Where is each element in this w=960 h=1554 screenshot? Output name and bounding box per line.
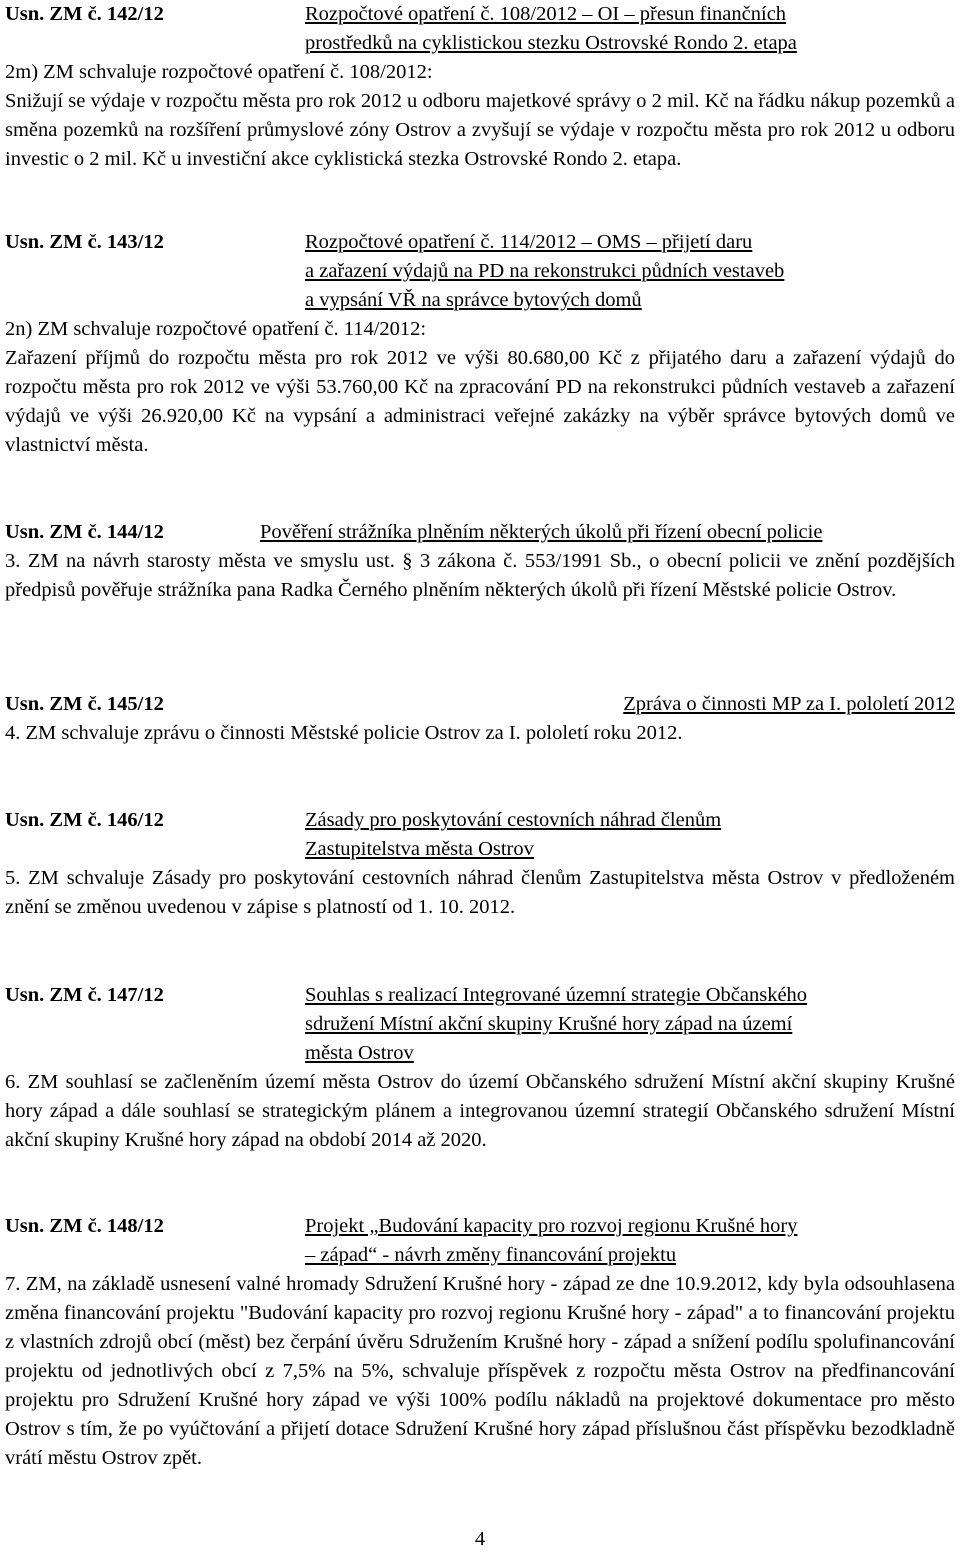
resolution-body-text: 7. ZM, na základě usnesení valné hromady Sdružení Krušné hory - západ ze dne 10.9.2012, kdy byla odsouhlasena změna financování projektu "Budování kapacity pro rozvoj regionu Krušné hory - západ" a to financování projektu z vlastních zdrojů obcí (měst) bez čerpání úvěru Sdružením Krušné hory - západ a snížení podílu spolufinancování projektu od jednotlivých obcí z 7,5% na 5%, schvaluje příspěvek z rozpočtu města Ostrov na předfinancování projektu pro Sdružení Krušné hory západ ve výši 100% podílu nákladů na projektové dokumentace pro město Ostrov s tím, že po vyúčtování a přijetí dotace Sdružení Krušné hory západ příslušnou část příspěvku bezodkladně vrátí městu Ostrov zpět. <box>5 1273 955 1469</box>
resolution-number: Usn. ZM č. 147/12 <box>5 984 164 1006</box>
resolution-number: Usn. ZM č. 144/12 <box>5 521 164 543</box>
resolution-header <box>5 981 955 1068</box>
resolution-146 <box>5 806 955 922</box>
resolution-143 <box>5 228 955 460</box>
resolution-number: Usn. ZM č. 146/12 <box>5 809 164 831</box>
resolution-header <box>5 1212 955 1270</box>
resolution-header <box>5 690 955 719</box>
subject-line: a vypsání VŘ na správce bytových domů <box>305 289 642 311</box>
resolution-header <box>5 806 955 864</box>
resolution-body-text: 3. ZM na návrh starosty města ve smyslu ust. § 3 zákona č. 553/1991 Sb., o obecní policii ve znění pozdějších předpisů pověřuje strážníka pana Radka Černého plněním některých úkolů při řízení Městské policie Ostrov. <box>5 550 955 601</box>
resolution-body-text: Snižují se výdaje v rozpočtu města pro rok 2012 u odboru majetkové správy o 2 mil. Kč na řádku nákup pozemků a směna pozemků na rozšíření průmyslové zóny Ostrov a zvyšují se výdaje v rozpočtu města pro rok 2012 u odboru investic o 2 mil. Kč u investiční akce cyklistická stezka Ostrovské Rondo 2. etapa. <box>5 90 955 170</box>
resolution-body-line: 2m) ZM schvaluje rozpočtové opatření č. 108/2012: <box>5 61 433 83</box>
resolution-body-text: 5. ZM schvaluje Zásady pro poskytování cestovních náhrad členům Zastupitelstva města Ostrov v předloženém znění se změnou uvedenou v zápise s platností od 1. 10. 2012. <box>5 867 955 918</box>
subject-line: Pověření strážníka plněním některých úkolů při řízení obecní policie <box>260 521 823 543</box>
resolution-subject <box>305 690 955 719</box>
resolution-subject <box>305 0 955 58</box>
resolution-number: Usn. ZM č. 148/12 <box>5 1215 164 1237</box>
subject-line: Zásady pro poskytování cestovních náhrad členům <box>305 809 722 831</box>
resolution-header <box>5 0 955 58</box>
resolution-subject <box>305 981 955 1068</box>
resolution-body-line: 2n) ZM schvaluje rozpočtové opatření č. 114/2012: <box>5 318 427 340</box>
resolution-subject <box>305 806 955 864</box>
subject-line: Rozpočtové opatření č. 114/2012 – OMS – přijetí daru <box>305 231 753 253</box>
resolution-144 <box>5 518 955 605</box>
resolution-number: Usn. ZM č. 142/12 <box>5 3 164 25</box>
subject-line: a zařazení výdajů na PD na rekonstrukci půdních vestaveb <box>305 260 785 282</box>
subject-line: sdružení Místní akční skupiny Krušné hory západ na území <box>305 1013 793 1035</box>
resolution-subject <box>260 518 955 547</box>
subject-line: prostředků na cyklistickou stezku Ostrovské Rondo 2. etapa <box>305 32 797 54</box>
resolution-subject <box>305 228 955 315</box>
subject-line: města Ostrov <box>305 1042 414 1064</box>
subject-line: Rozpočtové opatření č. 108/2012 – OI – přesun finančních <box>305 3 787 25</box>
resolution-145 <box>5 690 955 748</box>
resolution-body-text: Zařazení příjmů do rozpočtu města pro rok 2012 ve výši 80.680,00 Kč z přijatého daru a zařazení výdajů do rozpočtu města pro rok 2012 ve výši 53.760,00 Kč na zpracování PD na rekonstrukci půdních vestaveb a zařazení výdajů ve výši 26.920,00 Kč na vypsání a administraci veřejné zakázky na výběr správce bytových domů ve vlastnictví města. <box>5 347 955 456</box>
resolution-subject <box>305 1212 955 1270</box>
resolution-header <box>5 518 955 547</box>
subject-line: Souhlas s realizací Integrované územní strategie Občanského <box>305 984 808 1006</box>
resolution-number: Usn. ZM č. 143/12 <box>5 231 164 253</box>
resolution-header <box>5 228 955 315</box>
resolution-body-text: 6. ZM souhlasí se začleněním území města Ostrov do území Občanského sdružení Místní akční skupiny Krušné hory západ a dále souhlasí se strategickým plánem a integrovanou územní strategií Občanského sdružení Místní akční skupiny Krušné hory západ na období 2014 až 2020. <box>5 1071 955 1151</box>
resolution-body-text: 4. ZM schvaluje zprávu o činnosti Městské policie Ostrov za I. pololetí roku 2012. <box>5 722 683 744</box>
page-number: 4 <box>474 1528 486 1550</box>
subject-line: Projekt „Budování kapacity pro rozvoj regionu Krušné hory <box>305 1215 798 1237</box>
resolution-148 <box>5 1212 955 1473</box>
subject-line: Zastupitelstva města Ostrov <box>305 838 534 860</box>
subject-line: – západ“ - návrh změny financování projektu <box>305 1244 677 1266</box>
resolution-147 <box>5 981 955 1155</box>
subject-line: Zpráva o činnosti MP za I. pololetí 2012 <box>623 693 955 715</box>
resolution-number: Usn. ZM č. 145/12 <box>5 693 164 715</box>
resolution-142 <box>5 0 955 174</box>
